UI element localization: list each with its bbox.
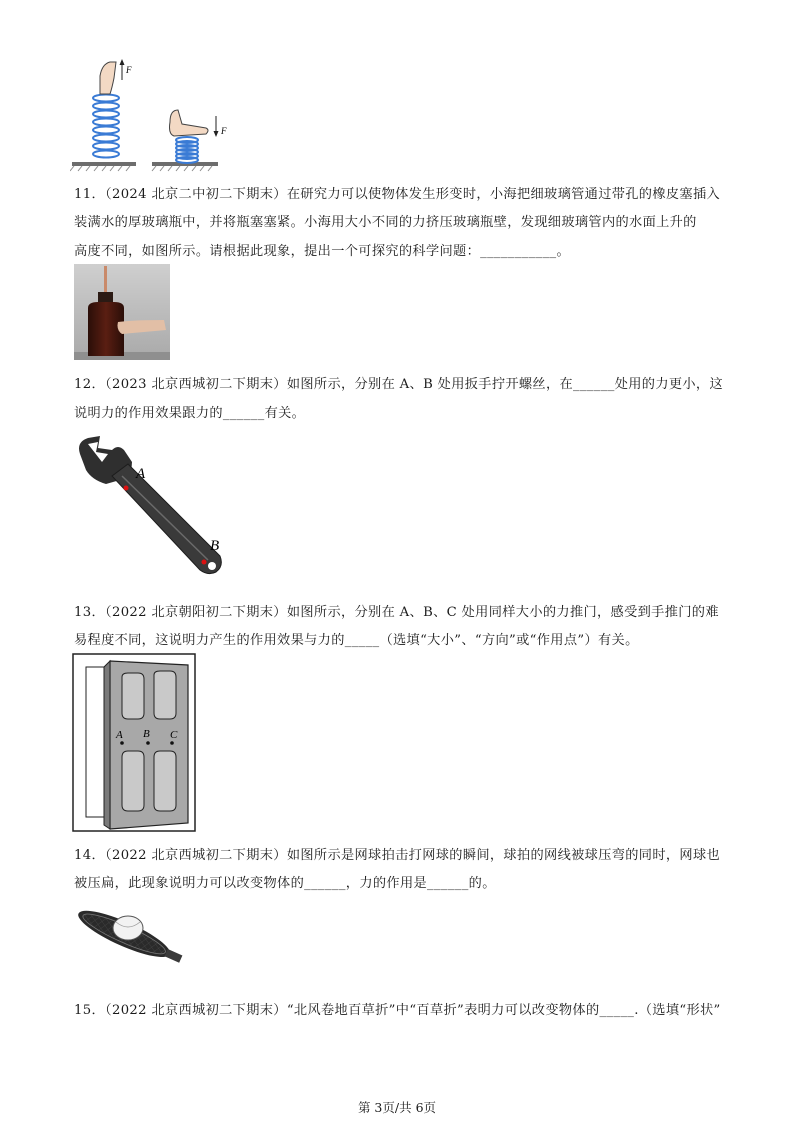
force-label-up: F <box>126 65 132 75</box>
point-a-marker <box>124 486 129 491</box>
q13-line-1: 13．（2022 北京朝阳初二下期末）如图所示，分别在 A、B、C 处用同样大小的力推门，感受到手推门的难 <box>74 605 719 620</box>
bottle-neck <box>98 292 113 302</box>
door-label-b: B <box>143 728 150 740</box>
point-b-marker <box>202 560 207 565</box>
q11-line-3: 高度不同，如图所示。请根据此现象，提出一个可探究的科学问题：___________。 <box>74 244 571 259</box>
q12-line-1: 12．（2023 北京西城初二下期末）如图所示，分别在 A、B 处用扳手拧开螺丝，在______处用的力更小，这 <box>74 377 724 392</box>
point-a-label: A <box>136 466 146 482</box>
tennis-racket-figure <box>72 896 186 982</box>
stretched-spring <box>93 95 119 158</box>
glass-tube <box>104 266 107 296</box>
spring-figure <box>70 58 240 172</box>
q11-line-2: 装满水的厚玻璃瓶中，并将瓶塞塞紧。小海用大小不同的力挤压玻璃瓶壁，发现细玻璃管内的水面上升的 <box>74 215 697 230</box>
door-point-a <box>120 741 124 745</box>
hand-pulling-icon <box>100 62 116 94</box>
q13-line-2: 易程度不同，这说明力产生的作用效果与力的_____（选填“大小”、“方向”或“作用点”）有关。 <box>74 633 639 648</box>
ground-left <box>72 162 136 166</box>
door-label-c: C <box>170 729 178 741</box>
door-figure <box>72 653 196 833</box>
wrench-figure <box>72 432 232 584</box>
hand-pressing-icon <box>170 110 209 136</box>
q14-line-1: 14．（2022 北京西城初二下期末）如图所示是网球拍击打网球的瞬间，球拍的网线被球压弯的同时，网球也 <box>74 848 721 863</box>
door-point-c <box>170 741 174 745</box>
q12-line-2: 说明力的作用效果跟力的______有关。 <box>74 406 306 421</box>
racket-handle <box>165 949 183 963</box>
force-label-down: F <box>221 126 227 136</box>
point-b-label: B <box>210 538 220 554</box>
bottle-photo <box>74 264 170 360</box>
wrench-hole <box>208 562 216 570</box>
tennis-ball <box>113 916 143 940</box>
door-point-b <box>146 741 150 745</box>
page-number: 第 3页/共 6页 <box>357 1100 437 1115</box>
door-label-a: A <box>116 729 123 741</box>
compressed-spring <box>176 137 198 163</box>
q11-line-1: 11．（2024 北京二中初二下期末）在研究力可以使物体发生形变时，小海把细玻璃管通过带孔的橡皮塞插入 <box>74 187 721 202</box>
q15-line-1: 15．（2022 北京西城初二下期末）“北风卷地百草折”中“百草折”表明力可以改变物体的_____.（选填“形状” <box>74 1003 721 1018</box>
q14-line-2: 被压扁，此现象说明力可以改变物体的______，力的作用是______的。 <box>74 876 496 891</box>
